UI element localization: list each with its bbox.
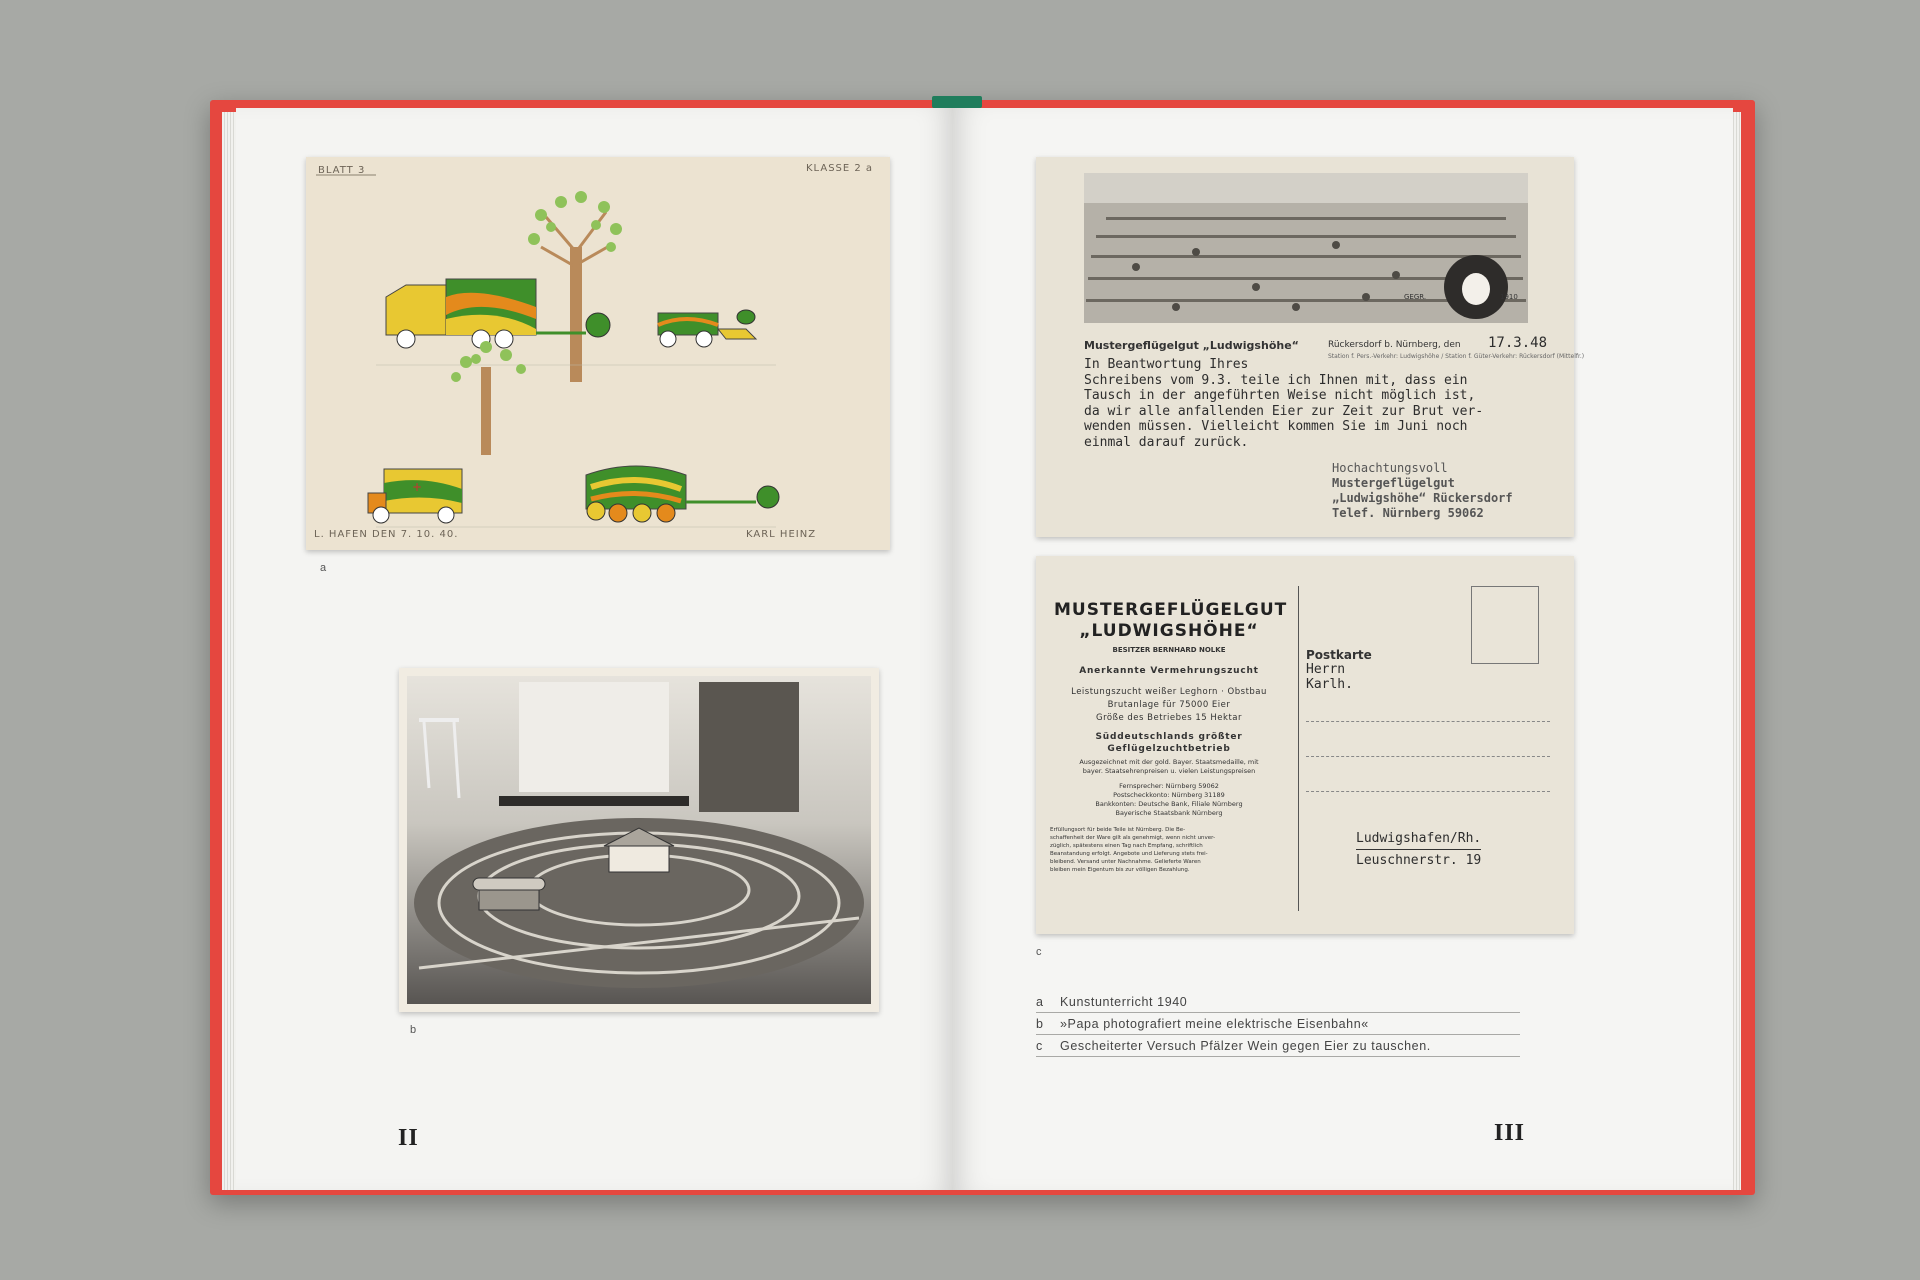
contact-line: Bankkonten: Deutsche Bank, Filiale Nürnberg (1095, 800, 1243, 808)
letter-line: In Beantwortung Ihres (1084, 357, 1249, 372)
drawing-place-date: L. HAFEN DEN 7. 10. 40. (314, 529, 459, 540)
caption-list (1036, 993, 1520, 1059)
postcard-title-line: „LUDWIGSHÖHE“ (1079, 621, 1259, 641)
postcard-title-line: MUSTERGEFLÜGELGUT (1054, 600, 1288, 620)
image-b-railway-photo (399, 668, 879, 1012)
page-number-left: II (398, 1125, 419, 1151)
caption-text: »Papa photografiert meine elektrische Eisenbahn« (1060, 1017, 1369, 1031)
closing-line: „Ludwigshöhe“ Rückersdorf (1332, 491, 1513, 505)
letter-line: einmal darauf zurück. (1084, 434, 1249, 450)
feature-line: Größe des Betriebes 15 Hektar (1096, 713, 1242, 723)
postcard-terms (1050, 826, 1288, 874)
letter-line: Tausch in der angeführten Weise nicht möglich ist, (1084, 388, 1476, 403)
drawing-class-label: KLASSE 2 a (806, 163, 874, 174)
drawing-sheet-label: BLATT 3 (318, 165, 366, 176)
postcard-subtitle: Anerkannte Vermehrungszucht (1079, 666, 1259, 676)
railway-photograph (399, 668, 879, 1012)
contact-line: Postscheckkonto: Nürnberg 31189 (1113, 791, 1225, 799)
terms-line: bleiben mein Eigentum bis zur völligen Bezahlung. (1050, 867, 1190, 873)
letter-location: Rückersdorf b. Nürnberg, den (1328, 340, 1461, 350)
letter-body (1084, 357, 1483, 450)
address-line (1306, 791, 1550, 793)
svg-text:+: + (412, 480, 423, 494)
stamp-year: 1910 (1500, 293, 1518, 301)
closing-line: Mustergeflügelgut (1332, 476, 1455, 490)
caption-row (1036, 1015, 1520, 1035)
feature-line: Brutanlage für 75000 Eier (1107, 700, 1231, 710)
letter-date: 17.3.48 (1488, 335, 1548, 351)
book-headband (932, 96, 982, 108)
address-text-line: Leuschnerstr. 19 (1356, 853, 1482, 868)
postcard-owner: BESITZER BERNHARD NOLKE (1112, 646, 1226, 654)
postcard-features (1054, 686, 1284, 725)
slogan-line: Geflügelzuchtbetrieb (1107, 744, 1231, 754)
image-a-label: a (320, 562, 327, 574)
caption-row (1036, 1037, 1520, 1057)
award-line: Ausgezeichnet mit der gold. Bayer. Staatsmedaille, mit (1079, 758, 1259, 766)
recipient-address (1356, 828, 1481, 871)
image-c-postcard-back (1036, 556, 1574, 934)
postcard-slogan (1054, 731, 1284, 755)
caption-text: Gescheiterter Versuch Pfälzer Wein gegen Eier zu tauschen. (1060, 1039, 1431, 1053)
terms-line: bleibend. Versand unter Nachnahme. Gelieferte Waren (1050, 859, 1201, 865)
caption-row (1036, 993, 1520, 1013)
letter-sender: Mustergeflügelgut „Ludwigshöhe“ (1084, 339, 1299, 352)
terms-line: Beanstandung erfolgt. Angebote und Lieferung stets frei- (1050, 851, 1208, 857)
address-text-line: Ludwigshafen/Rh. (1356, 828, 1481, 850)
drawing-vehicles-trees (306, 157, 890, 550)
terms-line: schaffenheit der Ware gilt als genehmigt, wenn nicht unver- (1050, 835, 1216, 841)
recipient-line: Herrn (1306, 662, 1346, 677)
letter-line: wenden müssen. Vielleicht kommen Sie im Juni noch (1084, 419, 1468, 434)
terms-line: Erfüllungsort für beide Teile ist Nürnberg. Die Be- (1050, 827, 1186, 833)
letter-closing (1332, 461, 1513, 521)
postcard-divider (1298, 586, 1299, 911)
address-line (1306, 756, 1550, 758)
postcard-awards (1054, 758, 1284, 776)
image-c-postcard-front (1036, 157, 1585, 537)
stamp-year-prefix: GEGR. (1404, 293, 1427, 301)
drawing-author: KARL HEINZ (746, 529, 817, 540)
letter-line: Schreibens vom 9.3. teile ich Ihnen mit, dass ein (1084, 372, 1468, 388)
address-line (1306, 721, 1550, 723)
image-c-label: c (1036, 946, 1042, 958)
letter-stations: Station f. Pers.-Verkehr: Ludwigshöhe / Station f. Güter-Verkehr: Rückersdorf (Mittelfr.) (1328, 353, 1585, 360)
postcard-label: Postkarte (1306, 648, 1372, 662)
closing-line: Hochachtungsvoll (1332, 461, 1448, 475)
feature-line: Leistungszucht weißer Leghorn · Obstbau (1071, 687, 1267, 697)
caption-letter: c (1036, 1039, 1043, 1053)
contact-line: Fernsprecher: Nürnberg 59062 (1119, 782, 1219, 790)
closing-line: Telef. Nürnberg 59062 (1332, 506, 1484, 520)
image-a-childrens-drawing (306, 157, 890, 550)
award-line: bayer. Staatsehrenpreisen u. vielen Leistungspreisen (1082, 767, 1256, 775)
postcard-title (1054, 600, 1288, 642)
page-number-right: III (1494, 1120, 1526, 1146)
recipient-line: Karlh. (1306, 677, 1353, 692)
caption-text: Kunstunterricht 1940 (1060, 995, 1188, 1009)
stamp-box (1471, 586, 1539, 664)
postcard-contact (1054, 782, 1284, 818)
slogan-line: Süddeutschlands größter (1095, 732, 1243, 742)
terms-line: züglich, spätestens einen Tag nach Empfang, schriftlich (1050, 843, 1203, 849)
contact-line: Bayerische Staatsbank Nürnberg (1115, 809, 1223, 817)
caption-letter: a (1036, 995, 1044, 1009)
recipient-name (1306, 662, 1353, 692)
caption-letter: b (1036, 1017, 1044, 1031)
letter-line: da wir alle anfallenden Eier zur Zeit zur Brut ver- (1084, 403, 1484, 419)
image-b-label: b (410, 1024, 417, 1036)
